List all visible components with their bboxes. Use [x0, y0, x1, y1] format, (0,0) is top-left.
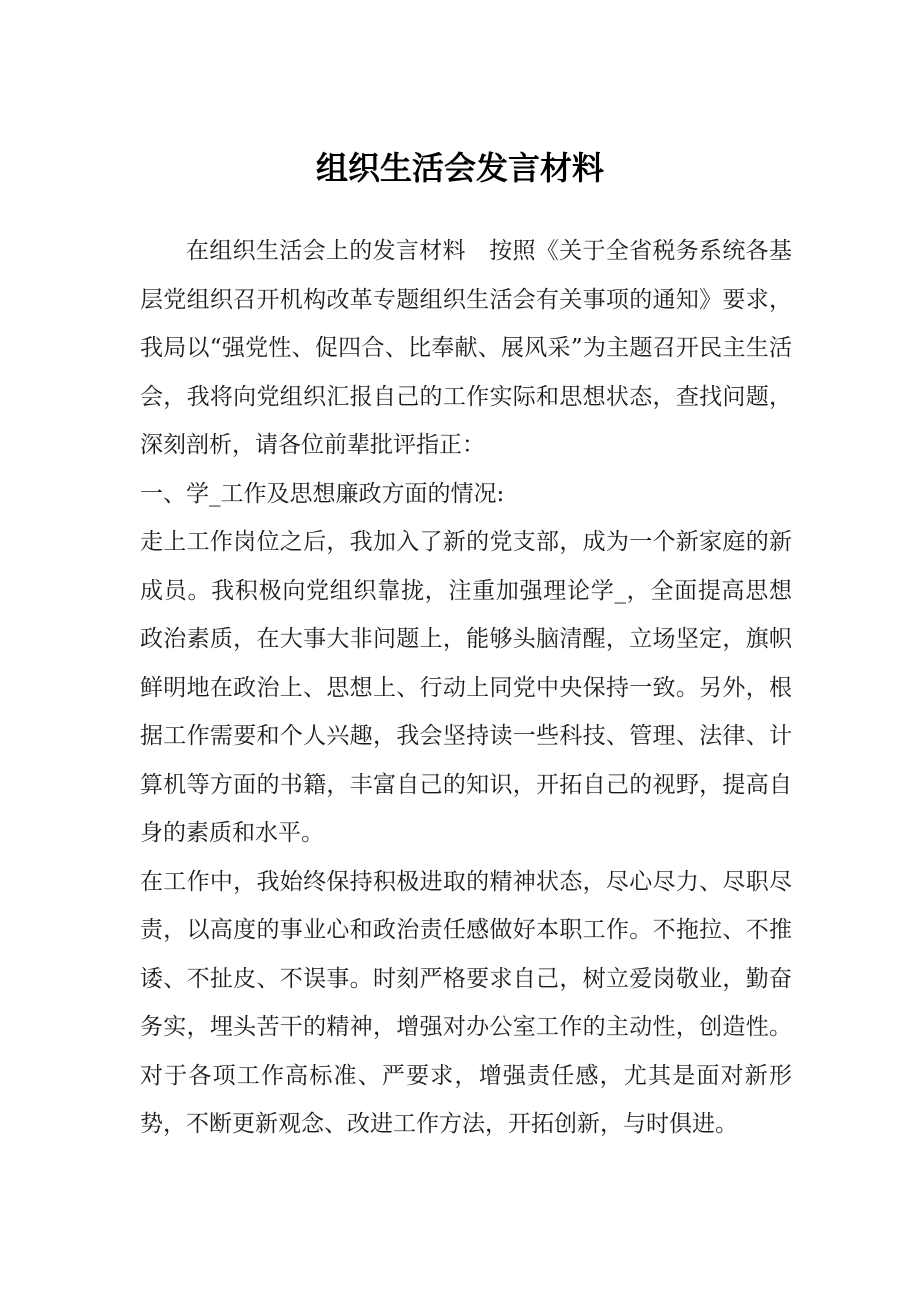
section-heading: 一、学_工作及思想廉政方面的情况:	[140, 480, 505, 507]
document-body	[140, 227, 792, 1149]
intro-paragraph: 在组织生活会上的发言材料 按照《关于全省税务系统各基层党组织召开机构改革专题组织生活会有关事项的通知》要求，我局以“强党性、促四合、比奉献、展风采”为主题召开民主生活会，我将向党组织汇报自己的工作实际和思想状态，查找问题，深刻剖析，请各位前辈批评指正：	[140, 238, 792, 458]
document-title: 组织生活会发言材料	[315, 149, 604, 187]
body-paragraph-study: 走上工作岗位之后，我加入了新的党支部，成为一个新家庭的新成员。我积极向党组织靠拢，注重加强理论学_，全面提高思想政治素质，在大事大非问题上，能够头脑清醒，立场坚定，旗帜鲜明地在政治上、思想上、行动上同党中央保持一致。另外，根据工作需要和个人兴趣，我会坚持读一些科技、管理、法律、计算机等方面的书籍，丰富自己的知识，开拓自己的视野，提高自身的素质和水平。	[140, 529, 792, 846]
body-paragraph-work: 在工作中，我始终保持积极进取的精神状态，尽心尽力、尽职尽责，以高度的事业心和政治责任感做好本职工作。不拖拉、不推诿、不扯皮、不误事。时刻严格要求自己，树立爱岗敬业，勤奋务实，埋头苦干的精神，增强对办公室工作的主动性，创造性。对于各项工作高标准、严要求，增强责任感，尤其是面对新形势，不断更新观念、改进工作方法，开拓创新，与时俱进。	[140, 868, 792, 1137]
